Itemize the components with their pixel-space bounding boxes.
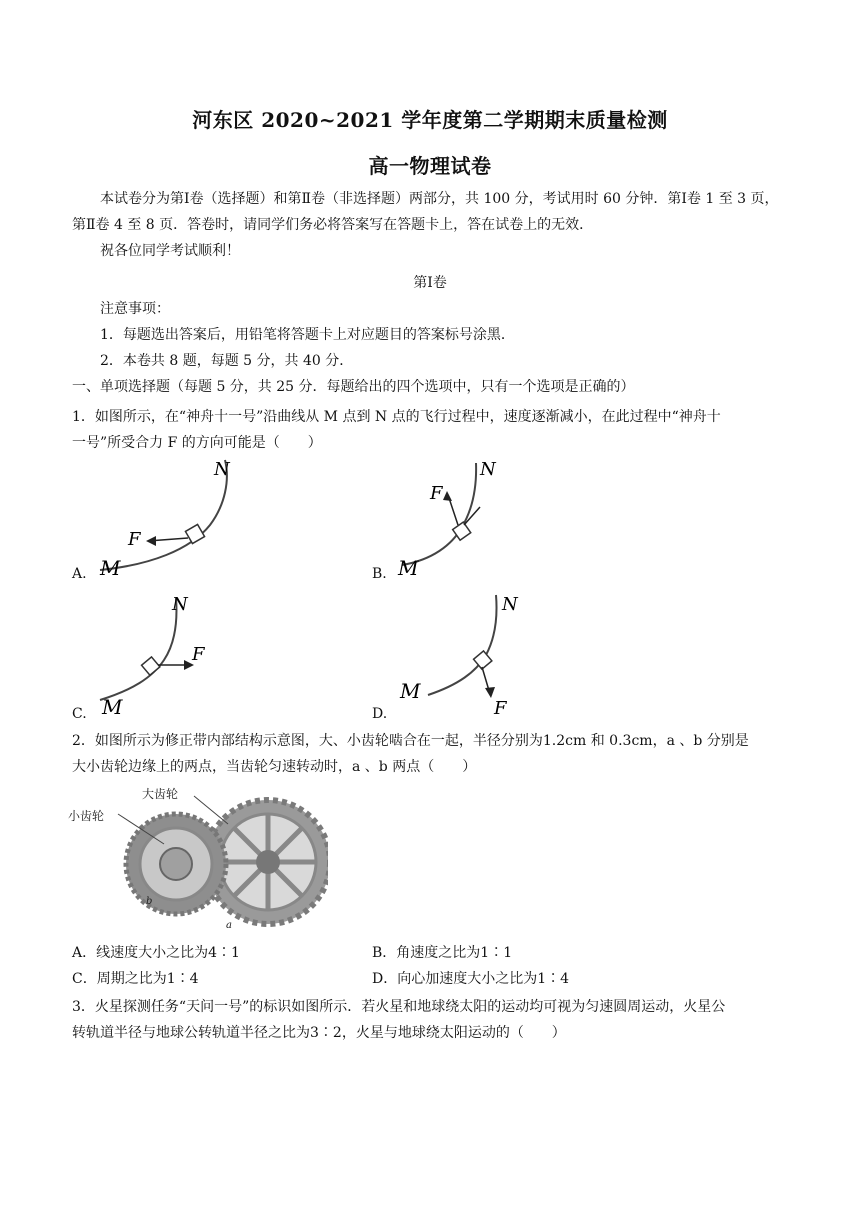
- q2-option-d[interactable]: D．向心加速度大小之比为1∶4: [372, 971, 570, 987]
- question-3-line-2: 转轨道半径与地球公转轨道半径之比为3∶2，火星与地球绕太阳运动的（ ）: [72, 1025, 566, 1041]
- intro-line-2: 第Ⅱ卷 4 至 8 页．答卷时，请同学们务必将答案写在答题卡上，答在试卷上的无效．: [72, 217, 594, 233]
- intro-wish: 祝各位同学考试顺利！: [100, 243, 240, 259]
- exam-title: 河东区 2020~2021 学年度第二学期期末质量检测: [192, 108, 668, 132]
- gear-point-b: b: [146, 896, 153, 907]
- exam-subtitle: 高一物理试卷: [368, 154, 492, 178]
- q1b-label-m: M: [398, 556, 419, 580]
- q1-figure-a: [90, 455, 250, 585]
- question-2-line-1: 2．如图所示为修正带内部结构示意图，大、小齿轮啮合在一起，半径分别为1.2cm 和 0.3cm，a 、b 分别是: [72, 733, 749, 749]
- q1a-label-m: M: [100, 556, 121, 580]
- q1a-label-n: N: [214, 459, 230, 480]
- q1-figure-b: [392, 455, 532, 585]
- q1-figure-d: [398, 590, 548, 720]
- q1b-label-n: N: [480, 459, 496, 480]
- gear-point-a: a: [226, 920, 232, 931]
- q1-option-a[interactable]: A.: [72, 566, 87, 582]
- q1d-label-m: M: [400, 679, 421, 703]
- q2-gear-photo: [68, 784, 328, 934]
- question-2-line-2: 大小齿轮边缘上的两点，当齿轮匀速转动时，a 、b 两点（ ）: [72, 759, 477, 775]
- part-1-heading: 一、单项选择题（每题 5 分，共 25 分．每题给出的四个选项中，只有一个选项是正确的）: [72, 379, 635, 395]
- note-2: 2．本卷共 8 题，每题 5 分，共 40 分．: [100, 353, 354, 369]
- q1b-label-f: F: [430, 483, 443, 504]
- question-1-line-1: 1．如图所示，在“神舟十一号”沿曲线从 M 点到 N 点的飞行过程中，速度逐渐减小，在此过程中“神舟十: [72, 409, 721, 425]
- gear-label-small: 小齿轮: [68, 809, 105, 823]
- note-1: 1．每题选出答案后，用铅笔将答题卡上对应题目的答案标号涂黑．: [100, 327, 515, 343]
- q1c-label-m: M: [102, 695, 123, 719]
- q2-option-a[interactable]: A．线速度大小之比为4∶1: [72, 945, 240, 961]
- q2-option-c[interactable]: C．周期之比为1∶4: [72, 971, 199, 987]
- question-3-line-1: 3．火星探测任务“天问一号”的标识如图所示．若火星和地球绕太阳的运动均可视为匀速圆周运动，火星公: [72, 999, 726, 1015]
- question-1-line-2: 一号”所受合力 F 的方向可能是（ ）: [72, 435, 322, 451]
- q1d-label-f: F: [494, 698, 507, 719]
- q1-option-d[interactable]: D.: [372, 706, 388, 722]
- gear-label-large: 大齿轮: [142, 787, 179, 801]
- q1d-label-n: N: [502, 594, 518, 615]
- intro-line-1: 本试卷分为第Ⅰ卷（选择题）和第Ⅱ卷（非选择题）两部分，共 100 分，考试用时 60 分钟．第Ⅰ卷 1 至 3 页，: [100, 191, 779, 207]
- q1-figure-c: [92, 590, 242, 720]
- q2-option-b[interactable]: B．角速度之比为1∶1: [372, 945, 513, 961]
- q1-option-b[interactable]: B.: [372, 566, 387, 582]
- q1c-label-f: F: [192, 644, 205, 665]
- q1a-label-f: F: [128, 529, 141, 550]
- q1c-label-n: N: [172, 594, 188, 615]
- notes-label: 注意事项：: [100, 301, 170, 317]
- q1-option-c[interactable]: C.: [72, 706, 87, 722]
- section-heading: 第Ⅰ卷: [413, 275, 447, 291]
